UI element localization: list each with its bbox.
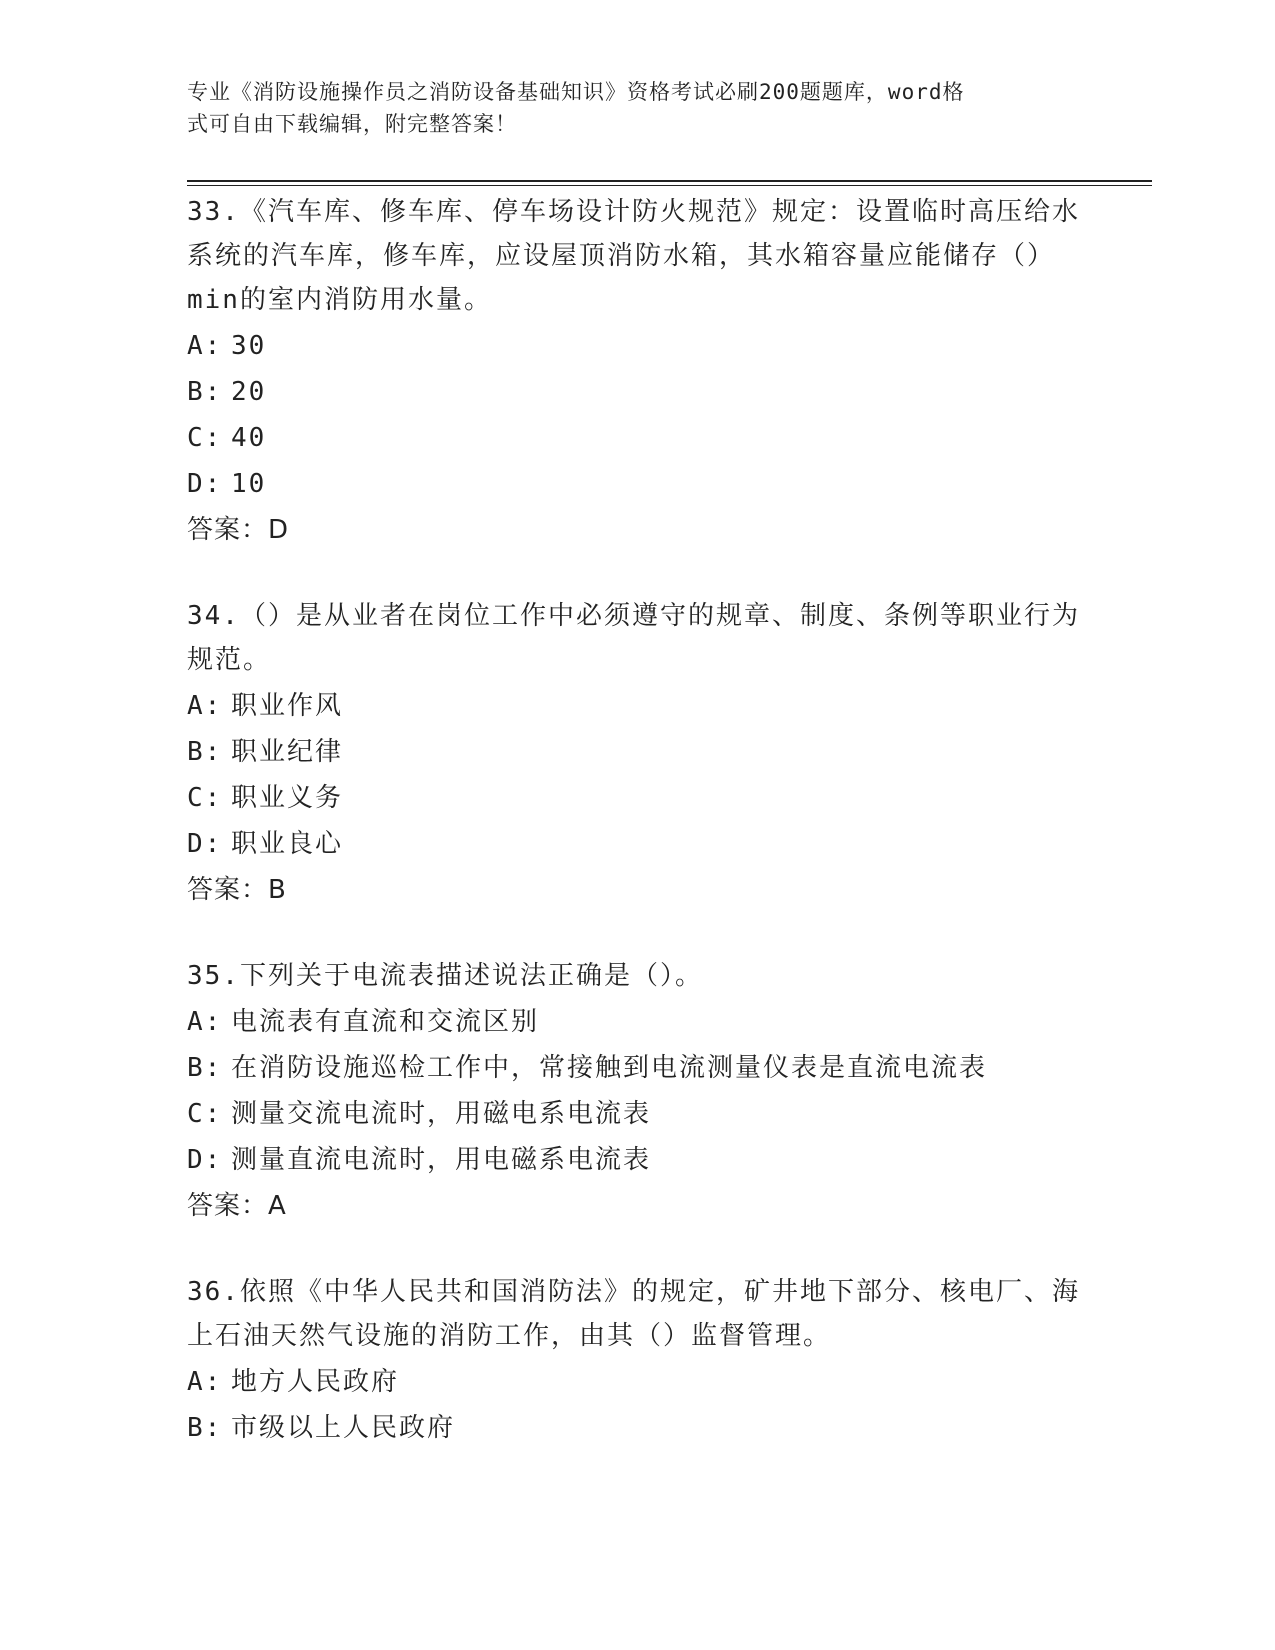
option-letter: A: — [187, 691, 223, 721]
option-letter: A: — [187, 1367, 223, 1397]
option-b — [187, 1406, 1087, 1450]
option-letter: D: — [187, 1145, 223, 1175]
option-text: 地方人民政府 — [231, 1367, 400, 1397]
option-c — [187, 1092, 1087, 1136]
option-text: 职业纪律 — [231, 737, 344, 767]
option-text: 市级以上人民政府 — [231, 1413, 456, 1443]
option-text: 职业作风 — [231, 691, 344, 721]
answer-line: 答案：D — [187, 515, 290, 545]
option-b — [187, 730, 1087, 774]
option-c — [187, 416, 1087, 460]
question-36 — [187, 1270, 1087, 1450]
option-b — [187, 370, 1087, 414]
option-text: 测量直流电流时，用电磁系电流表 — [231, 1145, 652, 1175]
option-letter: B: — [187, 377, 223, 407]
option-text: 测量交流电流时，用磁电系电流表 — [231, 1099, 652, 1129]
question-34 — [187, 594, 1087, 912]
option-text: 在消防设施巡检工作中，常接触到电流测量仪表是直流电流表 — [231, 1053, 988, 1083]
option-text: 30 — [231, 331, 267, 361]
option-text: 职业良心 — [231, 829, 344, 859]
option-a — [187, 1000, 1087, 1044]
question-stem: 36.依照《中华人民共和国消防法》的规定，矿井地下部分、核电厂、海上石油天然气设施的消防工作，由其（）监督管理。 — [187, 1277, 1080, 1351]
answer-line: 答案：B — [187, 875, 287, 905]
option-a — [187, 324, 1087, 368]
option-c — [187, 776, 1087, 820]
option-d — [187, 822, 1087, 866]
option-a — [187, 684, 1087, 728]
answer-line: 答案：A — [187, 1191, 287, 1221]
option-a — [187, 1360, 1087, 1404]
option-text: 10 — [231, 469, 267, 499]
option-letter: D: — [187, 469, 223, 499]
option-letter: A: — [187, 331, 223, 361]
option-letter: B: — [187, 737, 223, 767]
question-list — [187, 190, 1087, 1492]
question-33 — [187, 190, 1087, 552]
header-line-1: 专业《消防设施操作员之消防设备基础知识》资格考试必刷200题题库，word格 — [187, 80, 965, 104]
option-letter: C: — [187, 1099, 223, 1129]
option-d — [187, 462, 1087, 506]
option-text: 40 — [231, 423, 267, 453]
option-letter: D: — [187, 829, 223, 859]
option-letter: B: — [187, 1053, 223, 1083]
option-text: 电流表有直流和交流区别 — [231, 1007, 540, 1037]
question-stem: 33.《汽车库、修车库、停车场设计防火规范》规定：设置临时高压给水系统的汽车库，修车库，应设屋顶消防水箱，其水箱容量应能储存（）min的室内消防用水量。 — [187, 197, 1080, 315]
option-text: 职业义务 — [231, 783, 344, 813]
option-letter: C: — [187, 423, 223, 453]
option-letter: A: — [187, 1007, 223, 1037]
header-line-2: 式可自由下载编辑，附完整答案！ — [187, 112, 517, 136]
header-divider-thick — [187, 180, 1152, 182]
question-stem: 34.（）是从业者在岗位工作中必须遵守的规章、制度、条例等职业行为规范。 — [187, 601, 1080, 675]
option-d — [187, 1138, 1087, 1182]
option-letter: B: — [187, 1413, 223, 1443]
header-divider-thin — [187, 185, 1152, 186]
option-b — [187, 1046, 1087, 1090]
question-stem: 35.下列关于电流表描述说法正确是（）。 — [187, 961, 703, 991]
document-header — [187, 76, 1067, 140]
option-text: 20 — [231, 377, 267, 407]
option-letter: C: — [187, 783, 223, 813]
question-35 — [187, 954, 1087, 1228]
